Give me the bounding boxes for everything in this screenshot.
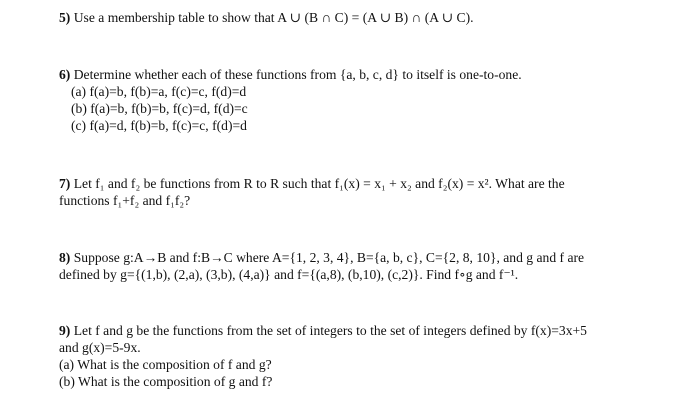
problem-text: Let f₁ and f₂ be functions from R to R such that f₁(x) = x₁ + x₂ and f₂(x) = x². What are the — [73, 176, 565, 191]
problem-number: 9) — [59, 323, 71, 338]
problem-text: Determine whether each of these functions from {a, b, c, d} to itself is one-to-one. — [73, 67, 522, 82]
sub-question-b: (b) f(a)=b, f(b)=b, f(c)=d, f(d)=c — [71, 101, 248, 116]
problem-text-continued: and g(x)=5-9x. — [59, 340, 141, 355]
problem-7 — [59, 175, 688, 209]
problem-8 — [59, 249, 688, 283]
problem-number: 7) — [59, 176, 71, 191]
problem-number: 5) — [59, 10, 71, 25]
problem-text: Suppose g:A→B and f:B→C where A={1, 2, 3, 4}, B={a, b, c}, C={2, 8, 10}, and g and f are — [73, 250, 585, 265]
problem-number: 6) — [59, 67, 71, 82]
problem-5 — [59, 9, 688, 26]
problem-9 — [59, 322, 688, 390]
problem-text: Use a membership table to show that A ∪ (B ∩ C) = (A ∪ B) ∩ (A ∪ C). — [73, 10, 474, 25]
sub-question-b: (b) What is the composition of g and f? — [59, 374, 273, 389]
sub-question-a: (a) What is the composition of f and g? — [59, 357, 272, 372]
problem-number: 8) — [59, 250, 71, 265]
sub-question-c: (c) f(a)=d, f(b)=b, f(c)=c, f(d)=d — [71, 118, 247, 133]
sub-question-a: (a) f(a)=b, f(b)=a, f(c)=c, f(d)=d — [71, 84, 247, 99]
problem-6 — [59, 66, 688, 134]
problem-text: Let f and g be the functions from the set of integers to the set of integers defined by f(x)=3x+5 — [73, 323, 587, 338]
problem-text-continued: defined by g={(1,b), (2,a), (3,b), (4,a)} and f={(a,8), (b,10), (c,2)}. Find f∘g and f⁻¹. — [59, 267, 519, 282]
problem-text-continued: functions f₁+f₂ and f₁f₂? — [59, 193, 191, 208]
